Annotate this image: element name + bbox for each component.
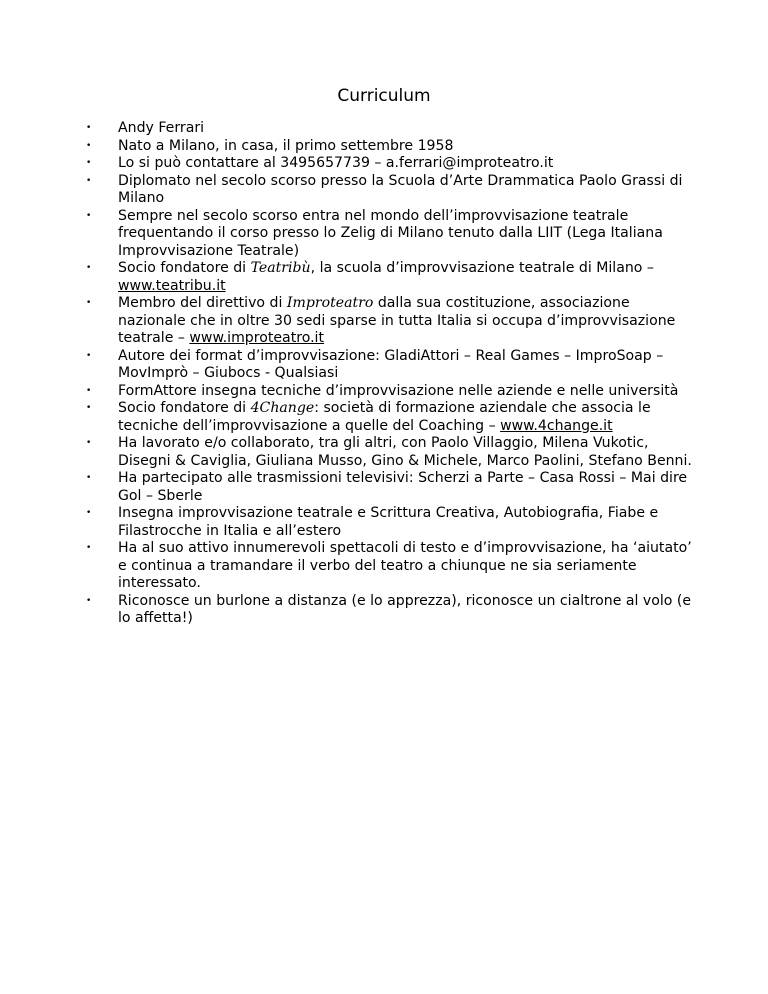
- bullet-icon: •: [86, 543, 92, 553]
- page-title: Curriculum: [337, 86, 431, 106]
- item-text: FormAttore insegna tecniche d’improvvisazione nelle aziende e nelle università: [118, 382, 679, 399]
- list-item: [86, 382, 698, 401]
- item-text: Ha partecipato alle trasmissioni televisivi: Scherzi a Parte – Casa Rossi – Mai dire Gol – Sberle: [118, 470, 688, 504]
- bullet-icon: •: [86, 123, 92, 133]
- item-text: Nato a Milano, in casa, il primo settembre 1958: [118, 137, 454, 154]
- item-text: Autore dei format d’improvvisazione: GladiAttori – Real Games – ImproSoap – MovImprò – Giubocs - Qualsiasi: [118, 347, 664, 381]
- list-item: [86, 540, 698, 593]
- improteatro-link[interactable]: www.improteatro.it: [189, 330, 324, 346]
- item-text-prefix: Socio fondatore di: [118, 260, 251, 276]
- bullet-icon: •: [86, 158, 92, 168]
- list-item: [86, 470, 698, 505]
- bullet-icon: •: [86, 508, 92, 518]
- item-text: Ha al suo attivo innumerevoli spettacoli di testo e d’improvvisazione, ha ‘aiutato’ e continua a tramandare il verbo del teatro a chiunque ne sia seriamente interessato.: [118, 540, 692, 591]
- bullet-icon: •: [86, 403, 92, 413]
- list-item: [86, 435, 698, 470]
- list-item: [86, 260, 698, 295]
- bullet-icon: •: [86, 595, 92, 606]
- list-item: [86, 505, 698, 540]
- bullet-icon: •: [86, 140, 92, 151]
- association-name: Improteatro: [286, 295, 374, 311]
- list-item: [86, 155, 698, 173]
- item-text-suffix: , la scuola d’improvvisazione teatrale di Milano –: [310, 260, 654, 276]
- list-item: [86, 120, 698, 138]
- school-name: Teatribù: [250, 260, 311, 276]
- list-item: [86, 592, 698, 628]
- item-text: Lo si può contattare al 3495657739 – a.ferrari@improteatro.it: [118, 155, 554, 171]
- item-text-suffix: dalla sua costituzione, associazione nazionale che in oltre 30 sedi sparse in tutta Italia si occupa d’improvvisazione teatrale –: [118, 295, 676, 346]
- bullet-icon: •: [86, 298, 92, 308]
- item-text: Insegna improvvisazione teatrale e Scrittura Creativa, Autobiografia, Fiabe e Filastrocche in Italia e all’estero: [118, 505, 659, 539]
- item-text: Diplomato nel secolo scorso presso la Scuola d’Arte Drammatica Paolo Grassi di Milano: [118, 172, 683, 206]
- list-item: [86, 207, 698, 261]
- bullet-icon: •: [86, 210, 92, 221]
- item-text: Riconosce un burlone a distanza (e lo apprezza), riconosce un cialtrone al volo (e lo affetta!): [118, 592, 692, 626]
- teatribu-link[interactable]: www.teatribu.it: [118, 277, 226, 294]
- list-item: [86, 137, 698, 156]
- item-text-prefix: Membro del direttivo di: [118, 295, 287, 311]
- item-text: Sempre nel secolo scorso entra nel mondo dell’improvvisazione teatrale frequentando il corso presso lo Zelig di Milano tenuto dalla LIIT (Lega Italiana Improvvisazione Teatrale): [118, 207, 663, 259]
- list-item: [86, 295, 698, 348]
- curriculum-list: [86, 120, 698, 628]
- bullet-icon: •: [86, 263, 92, 273]
- item-text-prefix: Socio fondatore di: [118, 400, 251, 416]
- bullet-icon: •: [86, 175, 92, 186]
- bullet-icon: •: [86, 473, 92, 483]
- item-text: Andy Ferrari: [118, 120, 205, 136]
- list-item: [86, 347, 698, 383]
- 4change-link[interactable]: www.4change.it: [500, 417, 613, 434]
- bullet-icon: •: [86, 350, 92, 361]
- item-text: Ha lavorato e/o collaborato, tra gli altri, con Paolo Villaggio, Milena Vukotic, Disegni & Caviglia, Giuliana Musso, Gino & Michele, Marco Paolini, Stefano Benni.: [118, 435, 692, 469]
- bullet-icon: •: [86, 385, 92, 396]
- item-text-suffix: : società di formazione aziendale che associa le tecniche dell’improvvisazione a quelle del Coaching –: [118, 400, 651, 434]
- company-name: 4Change: [250, 400, 315, 416]
- list-item: [86, 172, 698, 208]
- list-item: [86, 400, 698, 435]
- bullet-icon: •: [86, 438, 92, 448]
